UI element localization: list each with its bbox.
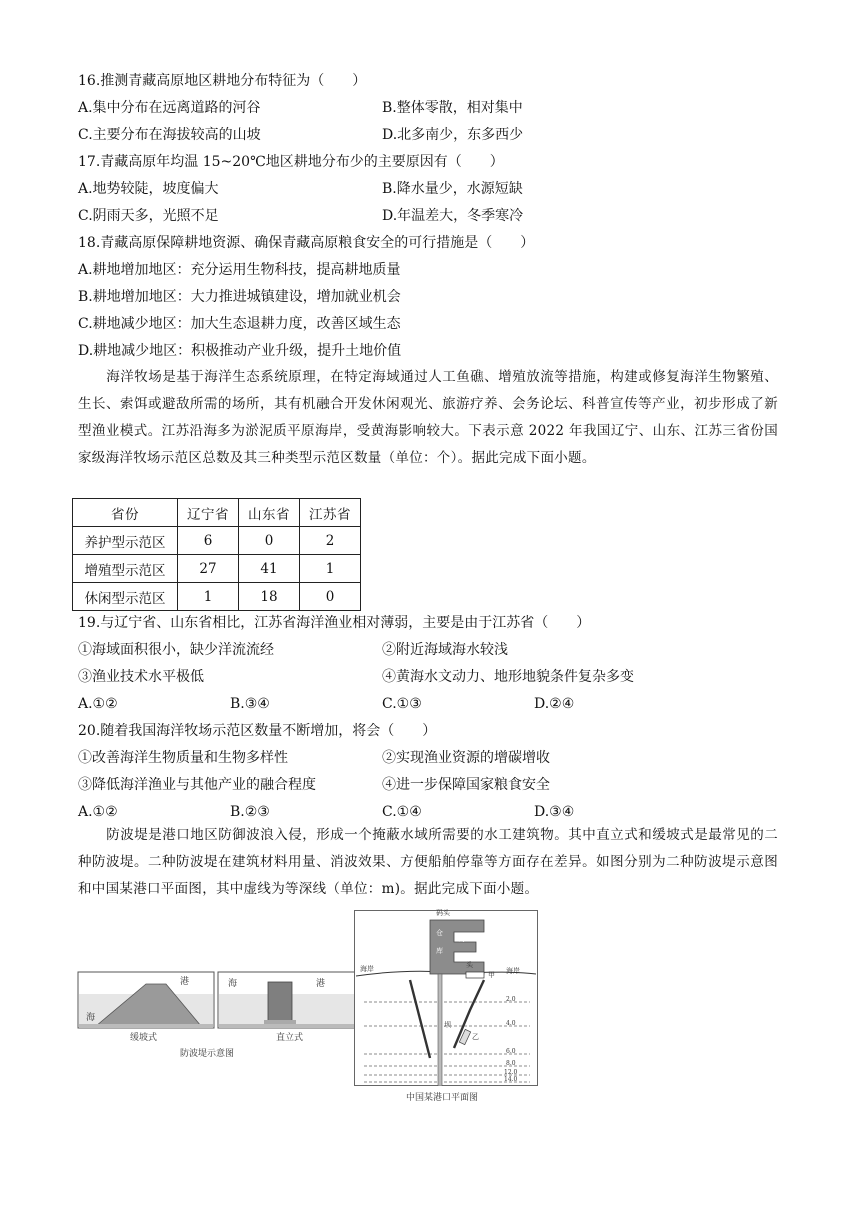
table-cell: 0: [239, 527, 300, 555]
slope-caption: 缓坡式: [130, 1033, 158, 1043]
table-row: [73, 583, 361, 611]
table-cell: 18: [239, 583, 300, 611]
table-cell: 1: [178, 583, 239, 611]
table-cell: 1: [300, 555, 361, 583]
pier-block-char: 码: [458, 935, 465, 943]
passage-breakwater-text: 防波堤是港口地区防御波浪入侵，形成一个掩蔽水域所需要的水工建筑物。其中直立式和缓坡式是最常见的二种防波堤。二种防波堤在建筑材料用量、消波效果、方便船舶停靠等方面存在差异。如图分别为二种防波堤示意图和中国某港口平面图，其中虚线为等深线（单位：m)。据此完成下面小题。: [78, 827, 778, 897]
q16-stem: 16.推测青藏高原地区耕地分布特征为（ ）: [78, 73, 367, 89]
port-plan-caption: 中国某港口平面图: [406, 1093, 479, 1103]
depth-label: 6.0: [506, 1048, 516, 1055]
passage-breakwater: [78, 822, 778, 903]
q17-option-d: D.年温差大，冬季寒冷: [382, 208, 524, 224]
depth-label: 14.0: [504, 1076, 518, 1083]
table-cell: 休闲型示范区: [73, 583, 178, 611]
vertical-breakwater-shape: [268, 982, 292, 1026]
breakwater-jia-marker: [466, 972, 484, 978]
q19-option-d: D.②④: [534, 696, 575, 712]
q19-stem: 19.与辽宁省、山东省相比，江苏省海洋渔业相对薄弱，主要是由于江苏省（ ）: [78, 615, 591, 631]
q20-option-c: C.①④: [382, 804, 422, 820]
yi-label: 乙: [472, 1033, 479, 1041]
q20-stem: 20.随着我国海洋牧场示范区数量不断增加，将会（ ）: [78, 723, 437, 739]
q18-option-c: C.耕地减少地区：加大生态退耕力度，改善区域生态: [78, 316, 401, 332]
table-cell: 养护型示范区: [73, 527, 178, 555]
q17-option-a: A.地势较陡，坡度偏大: [78, 181, 219, 197]
q19-option-c: C.①③: [382, 696, 422, 712]
breakwater-figure-caption: 防波堤示意图: [180, 1049, 235, 1059]
pier-top-label: 码头: [436, 909, 450, 917]
q20-option-a: A.①②: [78, 804, 118, 820]
q16-option-c: C.主要分布在海拔较高的山坡: [78, 127, 261, 143]
jia-label: 甲: [488, 971, 495, 979]
q20-option-b: B.②③: [230, 804, 270, 820]
port-plan-figure: [354, 909, 538, 1103]
table-cell: 27: [178, 555, 239, 583]
ba-label: 坝: [444, 1021, 451, 1029]
slope-sea-label: 海: [86, 1013, 96, 1023]
table-header: 江苏省: [300, 499, 361, 527]
table-row: [73, 527, 361, 555]
vertical-sea-label: 海: [228, 979, 238, 989]
q19-statement-2: ②附近海域海水较浅: [382, 642, 508, 658]
table-cell: 41: [239, 555, 300, 583]
q19-statement-1: ①海域面积很小，缺少洋流流经: [78, 642, 274, 658]
q20-statement-3: ③降低海洋渔业与其他产业的融合程度: [78, 777, 316, 793]
passage-ocean-ranch: [78, 364, 778, 472]
q19-option-b: B.③④: [230, 696, 270, 712]
jetty: [438, 974, 442, 1086]
q16-option-a: A.集中分布在远离道路的河谷: [78, 100, 261, 116]
q18-option-d: D.耕地减少地区：积极推动产业升级，提升土地价值: [78, 343, 402, 359]
pier-block-char: 仓: [436, 929, 443, 937]
vertical-seabed: [219, 1024, 373, 1028]
passage-ocean-ranch-text: 海洋牧场是基于海洋生态系统原理，在特定海域通过人工鱼礁、增殖放流等措施，构建或修复海洋生物繁殖、生长、索饵或避敌所需的场所，其有机融合开发休闲观光、旅游疗养、会务论坛、科普宣传等产业，初步形成了新型渔业模式。江苏沿海多为淤泥质平原海岸，受黄海影响较大。下表示意 2022 年我国辽宁、山东、江苏三省份国家级海洋牧场示范区总数及其三种类型示范区数量（单位：个）。据此完成下面小题。: [78, 369, 778, 466]
table-cell: 2: [300, 527, 361, 555]
table-header-row: [73, 499, 361, 527]
depth-label: 12.0: [504, 1069, 518, 1076]
q18-option-a: A.耕地增加地区：充分运用生物科技，提高耕地质量: [78, 262, 401, 278]
tou-label: 头: [466, 961, 473, 969]
pier-block-char: 库: [436, 947, 443, 955]
q17-stem: 17.青藏高原年均温 15~20℃地区耕地分布少的主要原因有（ ）: [78, 154, 504, 170]
table-header: 辽宁省: [178, 499, 239, 527]
q20-statement-2: ②实现渔业资源的增碳增收: [382, 750, 550, 766]
table-row: [73, 555, 361, 583]
depth-label: 2.0: [506, 996, 516, 1003]
table-header: 省份: [73, 499, 178, 527]
table-cell: 0: [300, 583, 361, 611]
slope-port-label: 港: [180, 977, 190, 987]
table-header: 山东省: [239, 499, 300, 527]
vertical-caption: 直立式: [276, 1033, 304, 1043]
vertical-port-label: 港: [316, 979, 326, 989]
q20-option-d: D.③④: [534, 804, 575, 820]
q16-option-d: D.北多南少，东多西少: [382, 127, 524, 143]
q19-option-a: A.①②: [78, 696, 118, 712]
coast-right-label: 海岸: [506, 967, 520, 975]
q20-statement-4: ④进一步保障国家粮食安全: [382, 777, 550, 793]
breakwater-schematic-figure: [76, 970, 376, 1060]
q19-statement-3: ③渔业技术水平极低: [78, 669, 204, 685]
slope-seabed: [79, 1024, 213, 1028]
q16-option-b: B.整体零散，相对集中: [382, 100, 523, 116]
ranch-table: [72, 498, 361, 611]
table-cell: 增殖型示范区: [73, 555, 178, 583]
table-cell: 6: [178, 527, 239, 555]
depth-label: 4.0: [506, 1020, 516, 1027]
coast-left-label: 海岸: [360, 965, 374, 973]
q17-option-b: B.降水量少，水源短缺: [382, 181, 523, 197]
depth-label: 8.0: [506, 1060, 516, 1067]
q18-option-b: B.耕地增加地区：大力推进城镇建设，增加就业机会: [78, 289, 401, 305]
q17-option-c: C.阴雨天多，光照不足: [78, 208, 219, 224]
q18-stem: 18.青藏高原保障耕地资源、确保青藏高原粮食安全的可行措施是（ ）: [78, 235, 535, 251]
q20-statement-1: ①改善海洋生物质量和生物多样性: [78, 750, 288, 766]
q19-statement-4: ④黄海水文动力、地形地貌条件复杂多变: [382, 669, 634, 685]
